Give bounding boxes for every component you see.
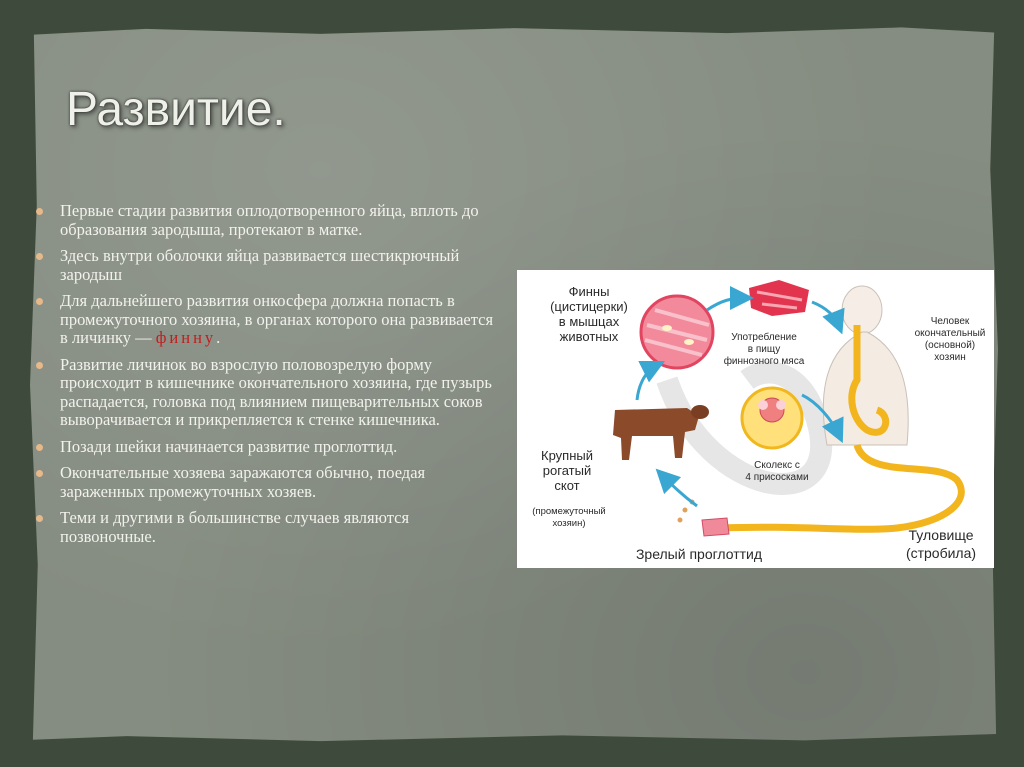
strobila-label xyxy=(906,527,976,561)
bullet-item: Окончательные хозяева заражаются обычно, поедая зараженных промежуточных хозяев. xyxy=(34,464,504,501)
bullet-list xyxy=(34,202,504,554)
svg-text:4 присосками: 4 присосками xyxy=(745,472,809,483)
svg-text:в мышцах: в мышцах xyxy=(558,314,620,329)
bullet-dot-icon xyxy=(36,253,43,260)
scolex-icon xyxy=(742,388,802,448)
svg-text:(стробила): (стробила) xyxy=(905,545,977,561)
svg-text:Крупный: Крупный xyxy=(541,448,593,463)
bullet-dot-icon xyxy=(36,444,43,451)
bullet-item: Позади шейки начинается развитие проглоттид. xyxy=(34,438,504,457)
bullet-dot-icon xyxy=(36,470,43,477)
svg-text:Человек: Человек xyxy=(930,316,970,327)
finns-label xyxy=(550,284,628,344)
svg-text:окончательный: окончательный xyxy=(914,328,986,339)
proglottid-icon xyxy=(702,518,729,536)
bullet-dot-icon xyxy=(36,298,43,305)
raw-meat-icon xyxy=(749,280,809,316)
cattle-label xyxy=(541,448,593,493)
scolex-label xyxy=(745,460,808,483)
svg-text:(основной): (основной) xyxy=(924,340,976,351)
bullet-item: Первые стадии развития оплодотворенного яйца, вплоть до образования зародыша, протекают в матке. xyxy=(34,202,504,239)
svg-text:рогатый: рогатый xyxy=(542,463,592,478)
tapeworm-lifecycle-diagram xyxy=(517,270,994,568)
svg-text:Финны: Финны xyxy=(568,284,610,299)
svg-text:Употребление: Употребление xyxy=(731,332,797,343)
eating-label xyxy=(724,331,805,367)
svg-text:Туловище: Туловище xyxy=(908,527,974,543)
svg-text:скот: скот xyxy=(554,478,580,493)
proglottid-label: Зрелый проглоттид xyxy=(635,546,763,562)
muscle-finns-icon xyxy=(641,296,713,368)
intermediate-host-label xyxy=(532,506,605,529)
svg-text:хозяин): хозяин) xyxy=(552,518,586,529)
bullet-dot-icon xyxy=(36,208,43,215)
human-host-label xyxy=(915,316,986,363)
highlighted-term: финну xyxy=(155,328,217,347)
bullet-item: Теми и другими в большинстве случаев являются позвоночные. xyxy=(34,509,504,546)
svg-text:финнозного мяса: финнозного мяса xyxy=(723,356,805,367)
svg-text:животных: животных xyxy=(559,329,619,344)
svg-text:в пищу: в пищу xyxy=(747,344,781,355)
bullet-dot-icon xyxy=(36,515,43,522)
svg-text:(цистицерки): (цистицерки) xyxy=(550,299,628,314)
bullet-item: Здесь внутри оболочки яйца развивается шестикрючный зародыш xyxy=(34,247,504,284)
svg-text:хозяин: хозяин xyxy=(934,352,966,363)
human-host-icon xyxy=(823,286,908,445)
bullet-item: Развитие личинок во взрослую половозрелую форму происходит в кишечнике окончательного хозяина, где пузырь распадается, головка под влиянием пищеварительных соков выворачивается и прикрепляется к стенке кишечника. xyxy=(34,356,504,430)
svg-text:(промежуточный: (промежуточный xyxy=(532,506,606,517)
svg-text:Сколекс с: Сколекс с xyxy=(754,460,800,471)
bullet-item: Для дальнейшего развития онкосфера должна попасть в промежуточного хозяина, в органах которого она развивается в личинку — финну. xyxy=(34,292,504,348)
slide-title: Развитие. xyxy=(66,83,286,136)
bullet-dot-icon xyxy=(36,362,43,369)
